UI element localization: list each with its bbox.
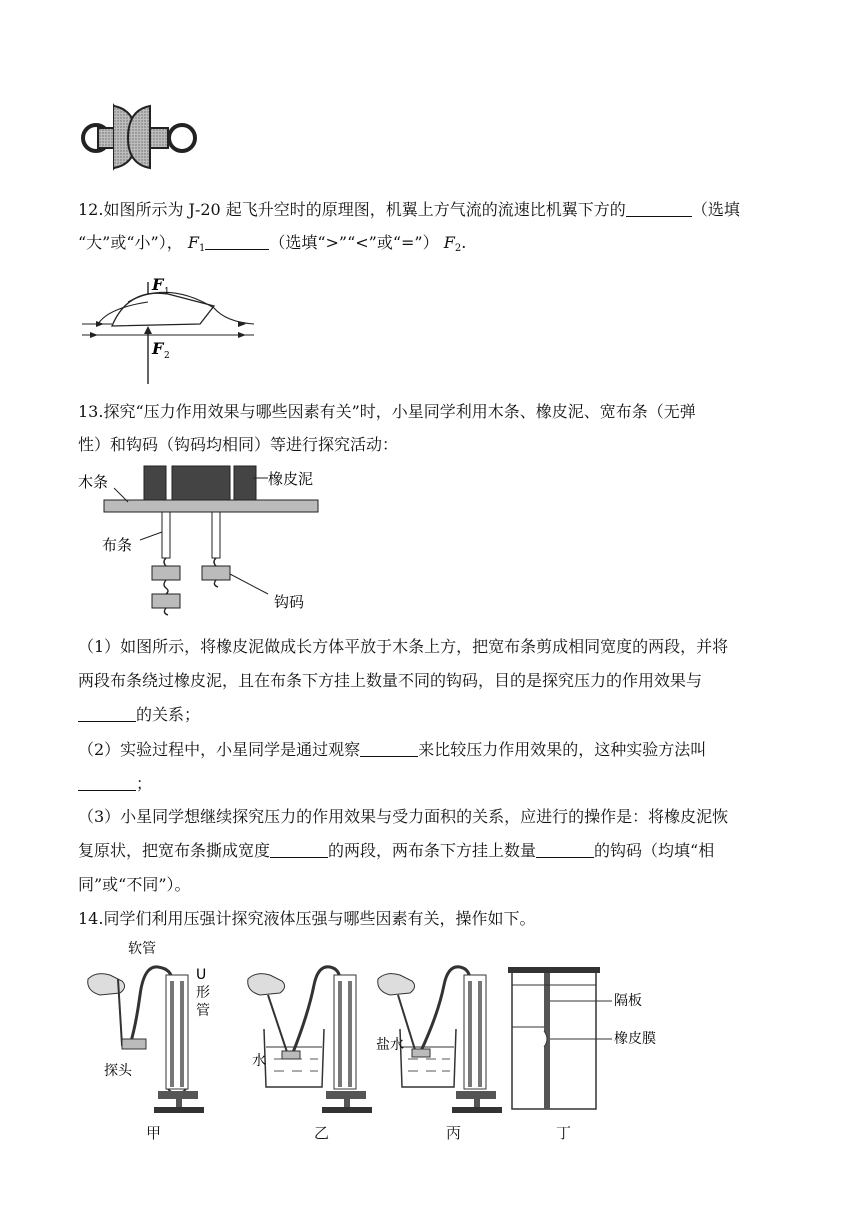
q13-blank-5[interactable] (536, 841, 594, 858)
label-hook-weight: 钩码 (274, 593, 305, 611)
q13-blank-3[interactable] (78, 774, 136, 791)
q12-text: （选填“>”“<”或“=”） (269, 233, 439, 252)
fig-f2-sub: 2 (164, 351, 170, 361)
q13-text: 来比较压力作用效果的，这种实验方法叫 (418, 740, 707, 759)
wing-figure (78, 268, 258, 386)
label-brine: 盐水 (376, 1037, 404, 1053)
fig-f2-label: F (152, 339, 164, 358)
label-u3: 管 (196, 1003, 210, 1019)
f1-subscript: 1 (198, 243, 206, 254)
q13-text: 的关系； (136, 705, 201, 724)
q12-line1 (78, 200, 740, 220)
q13-text: ； (136, 774, 153, 793)
label-u: U (196, 967, 207, 983)
q13-blank-1[interactable] (78, 705, 136, 722)
q13-line1: 13.探究“压力作用效果与哪些因素有关”时，小星同学利用木条、橡皮泥、宽布条（无弹 (78, 402, 696, 421)
q13-p1-line2: 两段布条绕过橡皮泥，且在布条下方挂上数量不同的钩码，目的是探究压力的作用效果与 (78, 671, 703, 690)
q13-line2: 性）和钩码（钩码均相同）等进行探究活动： (78, 435, 399, 454)
q12-line2 (78, 233, 466, 259)
q13-p2-line1 (78, 740, 706, 760)
label-partition: 隔板 (614, 993, 642, 1009)
figure-c (376, 967, 502, 1113)
figure-a (88, 941, 210, 1113)
label-membrane: 橡皮膜 (614, 1031, 656, 1047)
caption-d: 丁 (556, 1124, 572, 1142)
f2-symbol: F (443, 233, 455, 252)
f2-subscript: 2 (454, 243, 462, 254)
q13-p1-line3 (78, 705, 200, 725)
label-cloth: 布条 (102, 536, 133, 554)
caption-a: 甲 (146, 1124, 162, 1142)
clay-experiment-figure (78, 460, 338, 620)
hemispheres-figure (78, 102, 202, 172)
fig-f1-label: F (152, 275, 164, 294)
q12-text: （选填 (691, 200, 740, 219)
q12-blank-2[interactable] (205, 233, 269, 250)
pressure-gauge-figures (78, 935, 678, 1115)
q13-blank-4[interactable] (270, 841, 328, 858)
q13-blank-2[interactable] (360, 740, 418, 757)
q12-text: “大”或“小”）， (78, 233, 183, 252)
fig-f1-sub: 1 (164, 287, 170, 297)
q13-text: （2）实验过程中，小星同学是通过观察 (78, 740, 361, 759)
q13-text: 的两段，两布条下方挂上数量 (328, 841, 537, 860)
label-u2: 形 (196, 985, 210, 1001)
label-water: 水 (252, 1053, 266, 1069)
label-clay: 橡皮泥 (268, 470, 314, 488)
q13-p2-line2 (78, 774, 152, 794)
q12-text: 12.如图所示为 J-20 起飞升空时的原理图，机翼上方气流的流速比机翼下方的 (78, 200, 626, 219)
label-wood: 木条 (78, 473, 109, 491)
figure-b (248, 967, 372, 1113)
q13-text: 复原状，把宽布条撕成宽度 (78, 841, 271, 860)
q13-p1-line1: （1）如图所示，将橡皮泥做成长方体平放于木条上方，把宽布条剪成相同宽度的两段，并将 (78, 637, 729, 656)
q13-text: 的钩码（均填“相 (594, 841, 715, 860)
q13-p3-line3: 同”或“不同”）。 (78, 875, 191, 894)
q13-p3-line2 (78, 841, 714, 861)
q13-p3-line1: （3）小星同学想继续探究压力的作用效果与受力面积的关系，应进行的操作是：将橡皮泥恢 (78, 807, 729, 826)
label-probe: 探头 (104, 1063, 132, 1079)
f1-symbol: F (187, 233, 199, 252)
figure-d (508, 967, 656, 1109)
caption-c: 丙 (446, 1124, 462, 1142)
q12-text: . (461, 233, 467, 252)
label-tube: 软管 (128, 941, 156, 957)
caption-b: 乙 (314, 1124, 330, 1142)
q12-blank-1[interactable] (626, 200, 692, 217)
q14-line1: 14.同学们利用压强计探究液体压强与哪些因素有关，操作如下。 (78, 909, 536, 928)
